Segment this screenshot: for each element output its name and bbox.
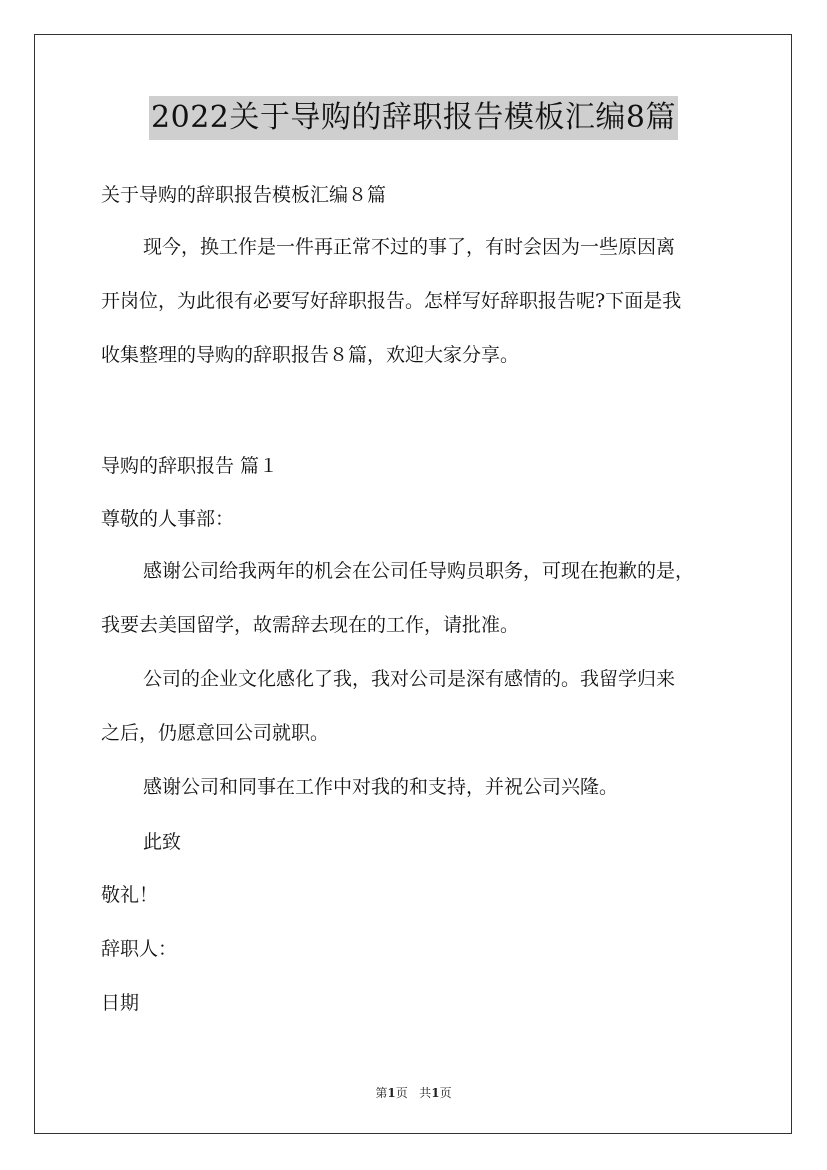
- document-subtitle: 关于导购的辞职报告模板汇编８篇: [101, 184, 387, 206]
- title-container: [0, 96, 827, 140]
- closing: 敬礼！: [101, 884, 159, 906]
- intro-line-2: 开岗位，为此很有必要写好辞职报告。怎样写好辞职报告呢?下面是我: [101, 290, 682, 312]
- page-footer: [0, 1085, 827, 1101]
- intro-line-1: 现今，换工作是一件再正常不过的事了，有时会因为一些原因离: [143, 236, 676, 258]
- date-label: 日期: [101, 992, 140, 1014]
- body-line-6: 此致: [143, 831, 182, 853]
- body-line-5: 感谢公司和同事在工作中对我的和支持，并祝公司兴隆。: [143, 776, 619, 798]
- page-total: 1: [431, 1086, 440, 1100]
- body-line-1: 感谢公司给我两年的机会在公司任导购员职务，可现在抱歉的是，: [143, 560, 695, 582]
- body-line-4: 之后，仍愿意回公司就职。: [101, 722, 330, 744]
- page-current: 1: [387, 1086, 396, 1100]
- document-title: 2022关于导购的辞职报告模板汇编8篇: [149, 96, 678, 140]
- section-heading: 导购的辞职报告 篇１: [101, 455, 279, 477]
- intro-line-3: 收集整理的导购的辞职报告８篇，欢迎大家分享。: [101, 344, 520, 366]
- body-line-2: 我要去美国留学，故需辞去现在的工作，请批准。: [101, 614, 520, 636]
- salutation: 尊敬的人事部：: [101, 508, 235, 530]
- total-prefix: 共: [419, 1086, 432, 1100]
- page-prefix: 第: [375, 1086, 388, 1100]
- page-unit: 页: [395, 1086, 408, 1100]
- signer-label: 辞职人：: [101, 938, 178, 960]
- total-unit: 页: [439, 1086, 452, 1100]
- body-line-3: 公司的企业文化感化了我，我对公司是深有感情的。我留学归来: [143, 668, 676, 690]
